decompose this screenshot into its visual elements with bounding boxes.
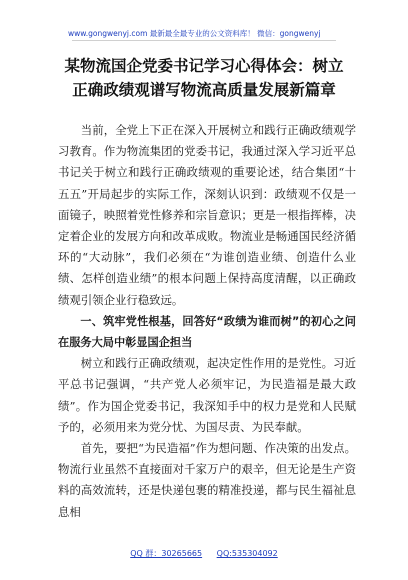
paragraph: 当前，全党上下正在深入开展树立和践行正确政绩观学习教育。作为物流集团的党委书记，我通过深入学习近平总书记关于树立和践行正确政绩观的重要论述，结合集团“十五五”开局起步的实际工作，深刻认识到：政绩观不仅是一面镜子，映照着党性修养和宗旨意识；更是一根指挥棒，决定着企业的发展方向和改革成败。物流业是畅通国民经济循环的“大动脉”，我们必须在“为谁创造业绩、创造什么业绩、怎样创造业绩”的根本问题上保持高度清醒，以正确政绩观引领企业行稳致远。	[58, 123, 356, 307]
page-footer	[0, 548, 408, 559]
header-text: www.gongwenyj.com 最新最全最专业的公文资料库！ 微信：gongwenyj	[68, 29, 321, 38]
document-title	[48, 54, 360, 102]
header-divider	[72, 40, 336, 41]
title-line-2: 正确政绩观谱写物流高质量发展新篇章	[72, 81, 336, 99]
title-line-1: 某物流国企党委书记学习心得体会：树立	[64, 57, 344, 75]
paragraph: 树立和践行正确政绩观，起决定性作用的是党性。习近平总书记强调，“共产党人必须牢记，为民造福是最大政绩”。作为国企党委书记，我深知手中的权力是党和人民赋予的，必须用来为党分忧、为国尽责、为民奉献。	[58, 356, 356, 434]
page-header	[0, 0, 408, 44]
document-body	[58, 120, 356, 523]
footer-qq-group: QQ 群：30265665	[130, 549, 203, 558]
paragraph: 首先，要把“为民造福”作为想问题、作决策的出发点。物流行业虽然不直接面对千家万户的艰辛，但无论是生产资料的高效流转，还是快递包裹的精准投递，都与民生福祉息息相	[58, 441, 356, 519]
footer-qq: QQ:535304092	[216, 549, 278, 558]
section-heading: 一、筑牢党性根基，回答好“政绩为谁而树”的初心之问在服务大局中彰显国企担当	[58, 314, 356, 350]
